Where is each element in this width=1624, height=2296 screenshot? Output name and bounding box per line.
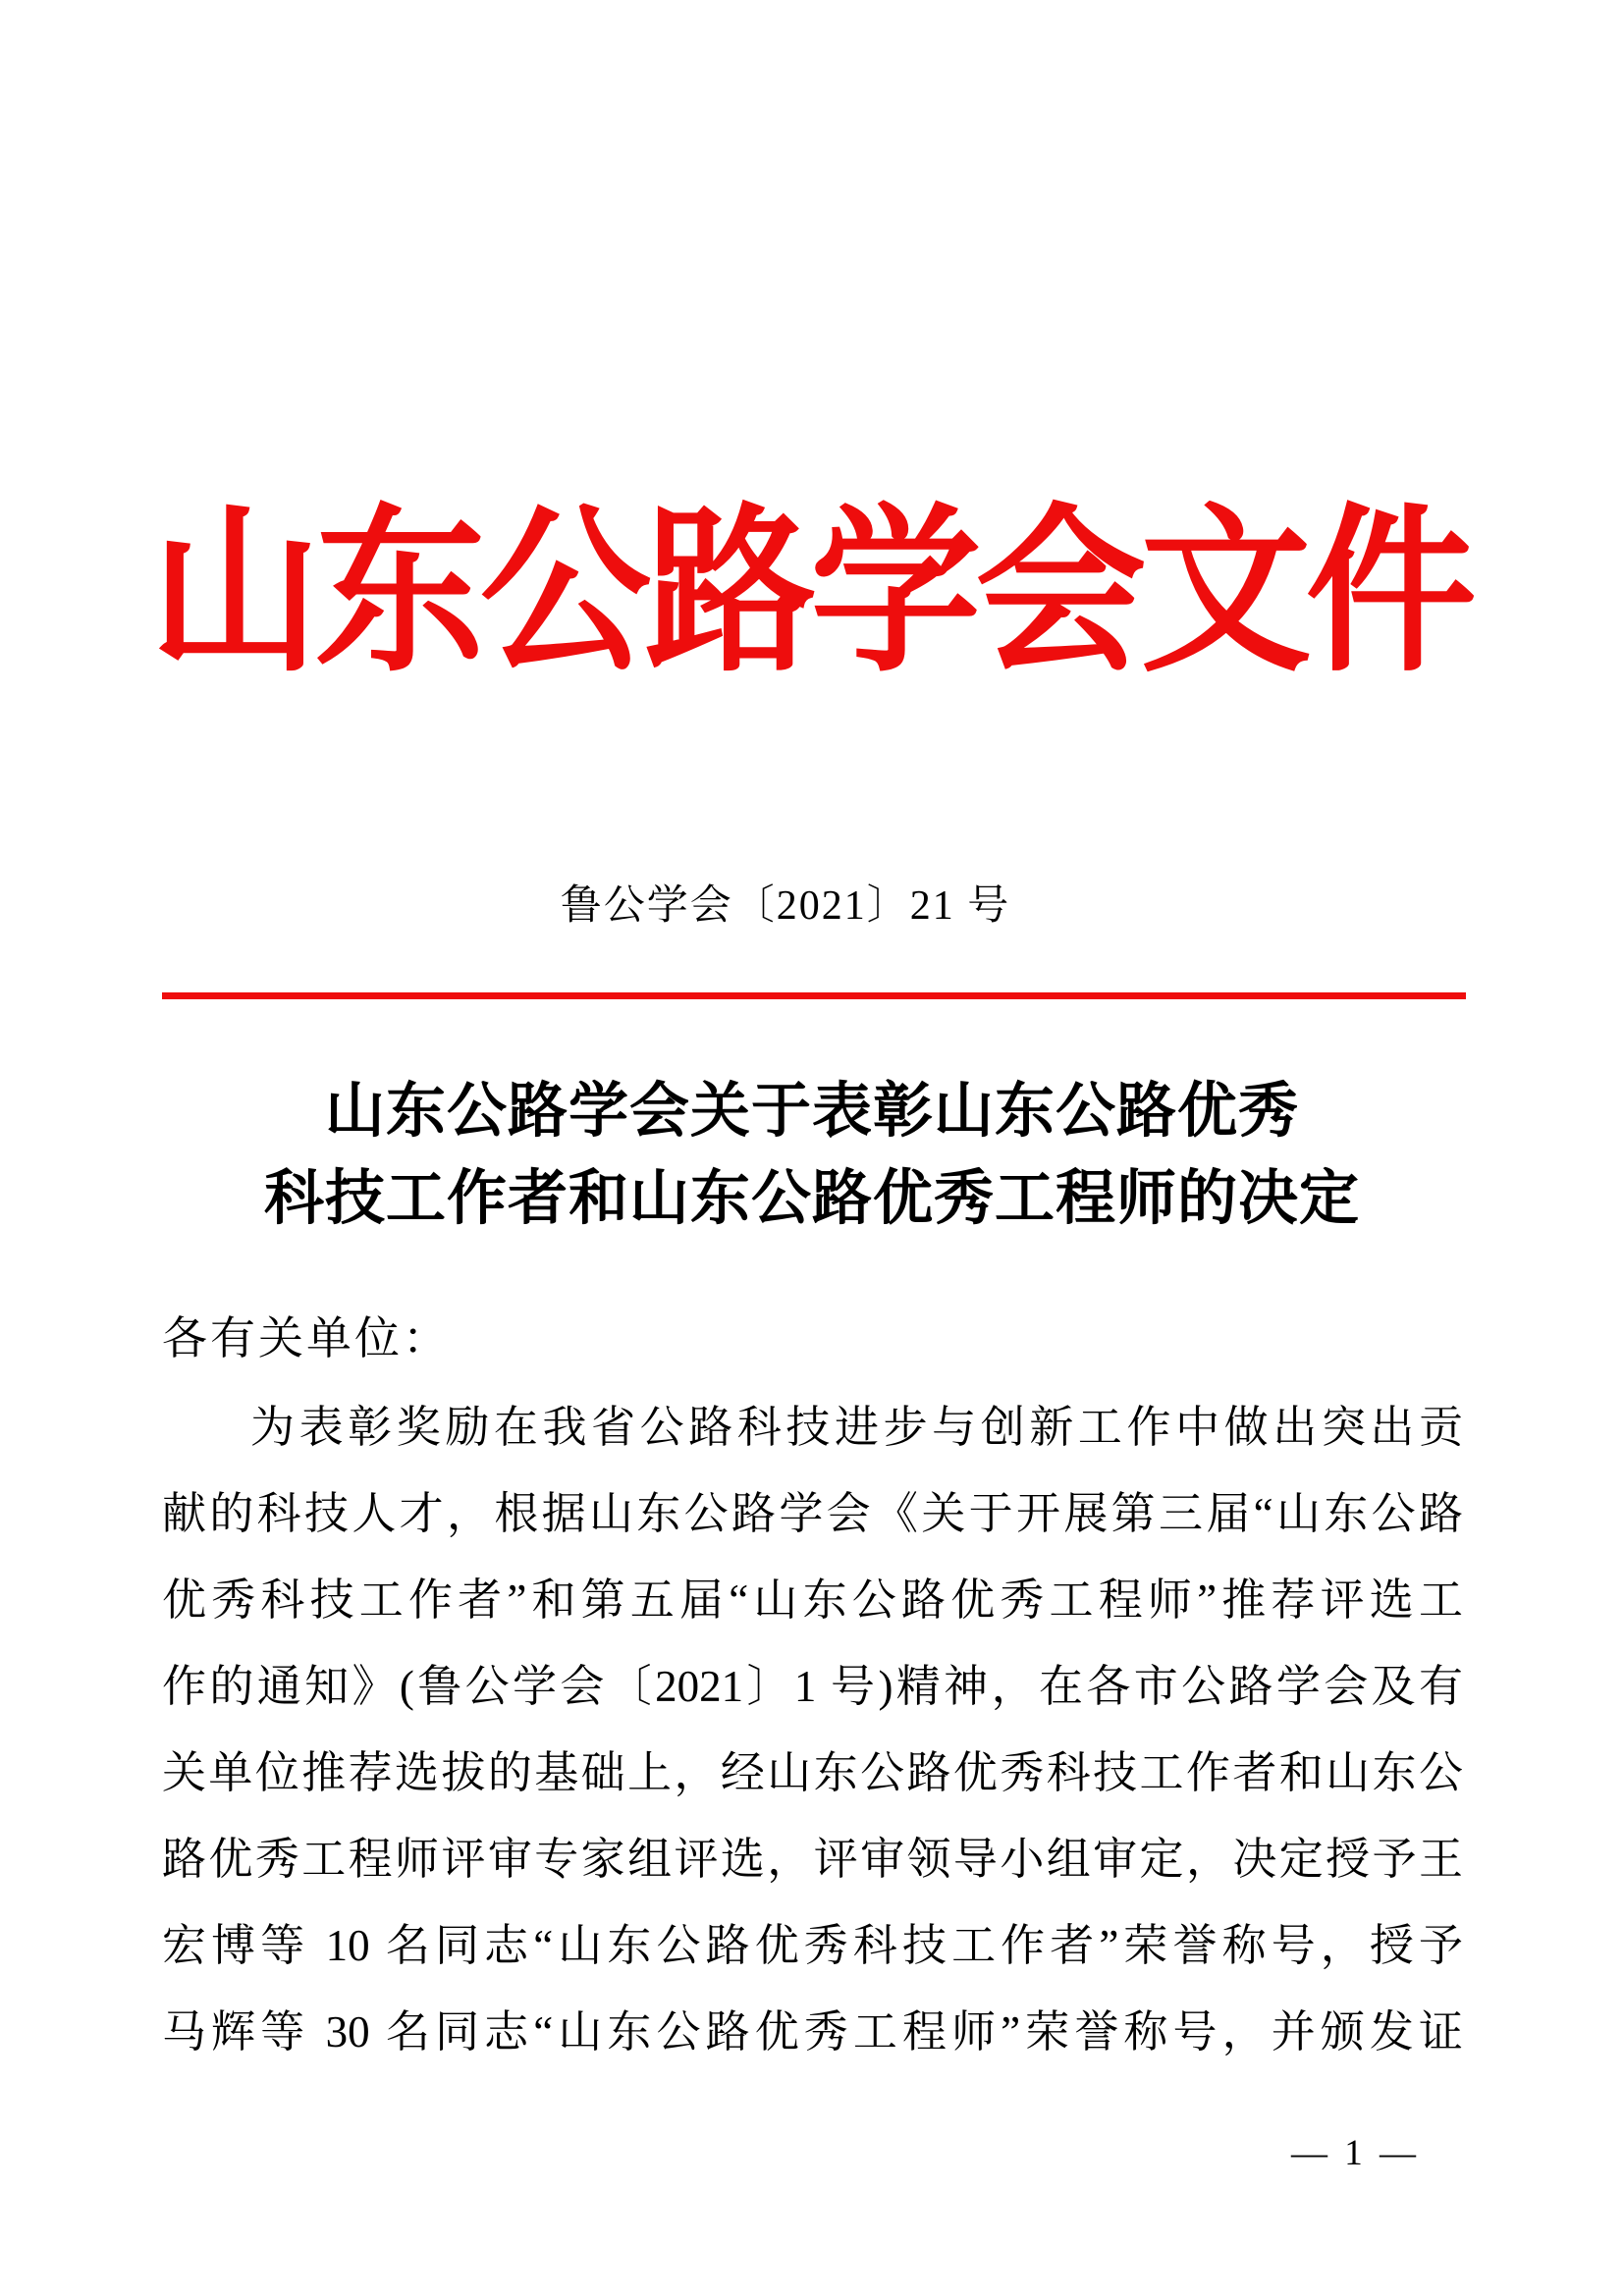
document-title-line2: 科技工作者和山东公路优秀工程师的决定 bbox=[263, 1166, 1360, 1232]
paragraph-line: 作的通知》(鲁公学会〔2021〕1 号)精神，在各市公路学会及有 bbox=[162, 1662, 1463, 1711]
body-paragraph bbox=[162, 1384, 1463, 2075]
organization-banner: 山东公路学会文件 bbox=[149, 494, 1471, 693]
document-title-line1: 山东公路学会关于表彰山东公路优秀 bbox=[324, 1079, 1299, 1145]
paragraph-line: 关单位推荐选拔的基础上，经山东公路优秀科技工作者和山东公 bbox=[162, 1748, 1463, 1797]
paragraph-line: 宏博等 10 名同志“山东公路优秀科技工作者”荣誉称号，授予 bbox=[162, 1921, 1463, 1970]
document-number: 鲁公学会〔2021〕21 号 bbox=[560, 883, 1011, 929]
document-title bbox=[0, 1068, 1624, 1243]
salutation: 各有关单位： bbox=[162, 1313, 451, 1363]
paragraph-line: 马辉等 30 名同志“山东公路优秀工程师”荣誉称号，并颁发证 bbox=[162, 2007, 1463, 2056]
red-divider-rule bbox=[162, 992, 1466, 999]
page-number: — 1 — bbox=[1291, 2133, 1420, 2173]
paragraph-line: 献的科技人才，根据山东公路学会《关于开展第三届“山东公路 bbox=[162, 1489, 1463, 1538]
paragraph-line: 为表彰奖励在我省公路科技进步与创新工作中做出突出贡 bbox=[250, 1403, 1463, 1452]
paragraph-line: 路优秀工程师评审专家组评选，评审领导小组审定，决定授予王 bbox=[162, 1835, 1463, 1884]
paragraph-line: 优秀科技工作者”和第五届“山东公路优秀工程师”推荐评选工 bbox=[162, 1575, 1463, 1625]
